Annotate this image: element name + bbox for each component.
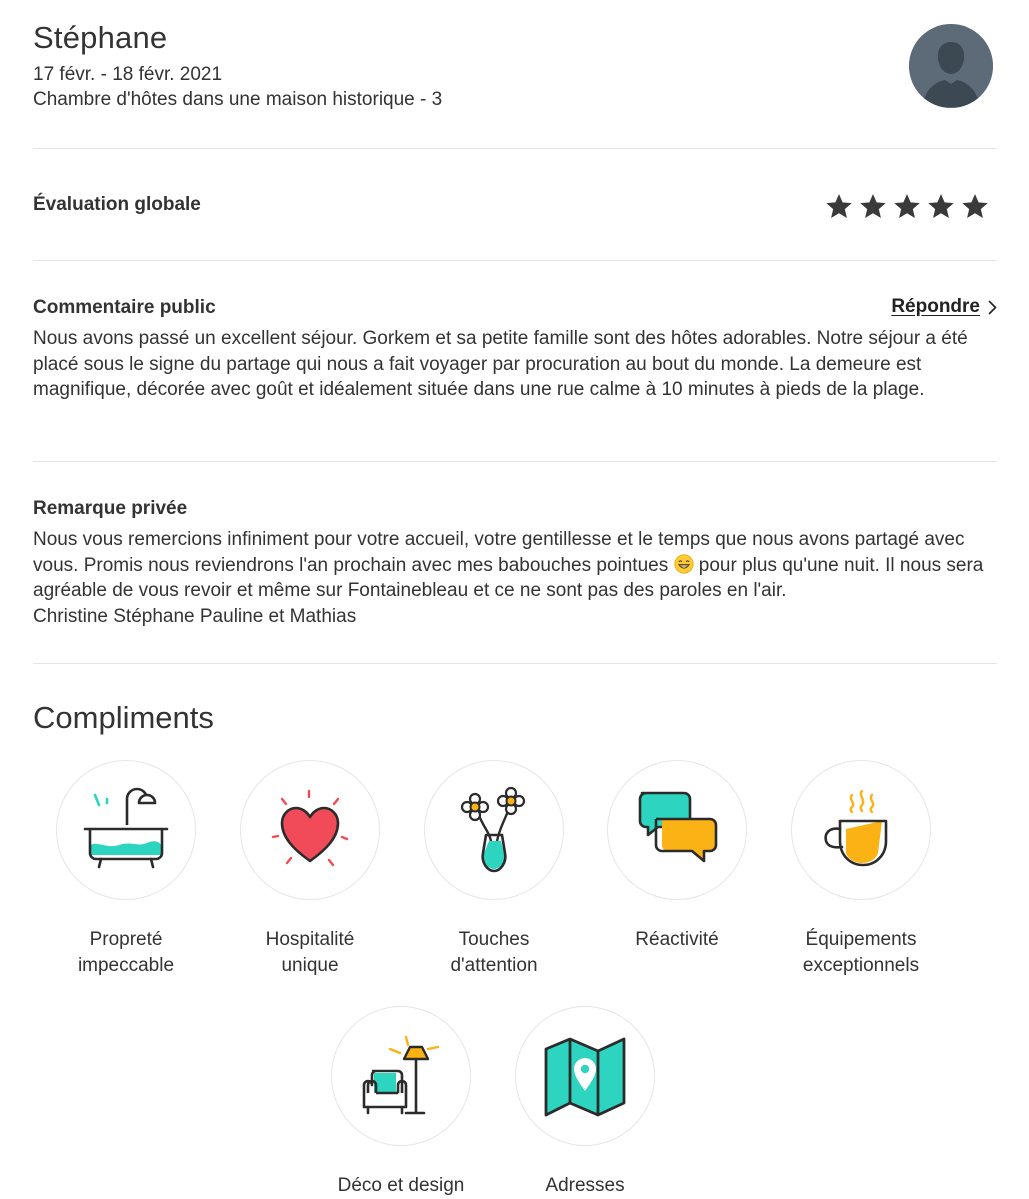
grinning-face-emoji-icon <box>674 554 694 574</box>
private-note-text <box>33 527 993 629</box>
private-note-label: Remarque privée <box>33 498 188 519</box>
compliment-label: Propreté impeccable <box>77 929 175 976</box>
compliment-badge <box>515 1006 655 1146</box>
map-pin-icon <box>540 1031 630 1121</box>
compliment-badge <box>791 760 931 900</box>
bathtub-icon <box>81 785 171 875</box>
divider <box>33 663 997 664</box>
compliment-badge <box>607 760 747 900</box>
compliment-thoughtful-touches <box>404 760 584 979</box>
avatar[interactable] <box>909 24 993 108</box>
compliment-label: Adresses <box>545 1175 625 1196</box>
overall-rating-label: Évaluation globale <box>33 194 201 215</box>
compliment-label: Équipements exceptionnels <box>802 929 920 976</box>
stay-dates: 17 févr. - 18 févr. 2021 <box>33 64 223 85</box>
public-comment-text: Nous avons passé un excellent séjour. Gorkem et sa petite famille sont des hôtes adorables. Notre séjour a été placé sous le signe du partage qui nous a fait voyager par procuration au bout du monde. La demeure est magnifique, décorée avec goût et idéalement située dans une rue calme à 10 minutes à pieds de la plage. <box>33 328 968 400</box>
private-note-text-part: Nous vous remercions infiniment pour votre accueil, votre gentillesse et le temps que nous avons partagé avec vous. Promis nous reviendrons l'an prochain avec mes babouches pointues <box>33 529 965 576</box>
star-icon <box>927 193 955 220</box>
compliment-badge <box>331 1006 471 1146</box>
divider <box>33 461 997 462</box>
compliment-label: Réactivité <box>635 929 719 950</box>
star-rating <box>825 193 989 220</box>
compliment-location-tips <box>495 1006 675 1199</box>
compliment-label: Déco et design <box>337 1175 465 1196</box>
compliment-label: Touches d'attention <box>450 929 538 976</box>
star-icon <box>825 193 853 220</box>
star-icon <box>893 193 921 220</box>
heart-icon <box>265 785 355 875</box>
guest-name: Stéphane <box>33 20 168 55</box>
divider <box>33 148 997 149</box>
compliment-badge <box>56 760 196 900</box>
compliments-title: Compliments <box>33 700 214 735</box>
compliment-cleanliness <box>36 760 216 979</box>
chat-bubbles-icon <box>632 785 722 875</box>
private-note-text-part: pour plus qu'une nuit. Il nous sera agréable de vous revoir et même sur Fontainebleau et ce ne sont pas des paroles en l'air. <box>33 554 984 601</box>
flowers-vase-icon <box>449 785 539 875</box>
star-icon <box>859 193 887 220</box>
reply-link[interactable] <box>891 296 997 318</box>
star-icon <box>961 193 989 220</box>
user-silhouette-icon <box>909 24 993 108</box>
compliment-responsiveness <box>587 760 767 953</box>
private-note-signature: Christine Stéphane Pauline et Mathias <box>33 605 357 627</box>
compliment-badge <box>240 760 380 900</box>
armchair-lamp-icon <box>356 1031 446 1121</box>
reply-label: Répondre <box>891 296 980 317</box>
compliment-decor-design <box>311 1006 491 1199</box>
compliment-label: Hospitalité unique <box>265 929 355 976</box>
compliment-amenities <box>771 760 951 979</box>
compliment-badge <box>424 760 564 900</box>
public-comment-label: Commentaire public <box>33 297 216 318</box>
compliment-hospitality <box>220 760 400 979</box>
hot-cup-icon <box>816 785 906 875</box>
listing-name: Chambre d'hôtes dans une maison historique - 3 <box>33 89 443 110</box>
chevron-right-icon <box>988 300 997 315</box>
divider <box>33 260 997 261</box>
